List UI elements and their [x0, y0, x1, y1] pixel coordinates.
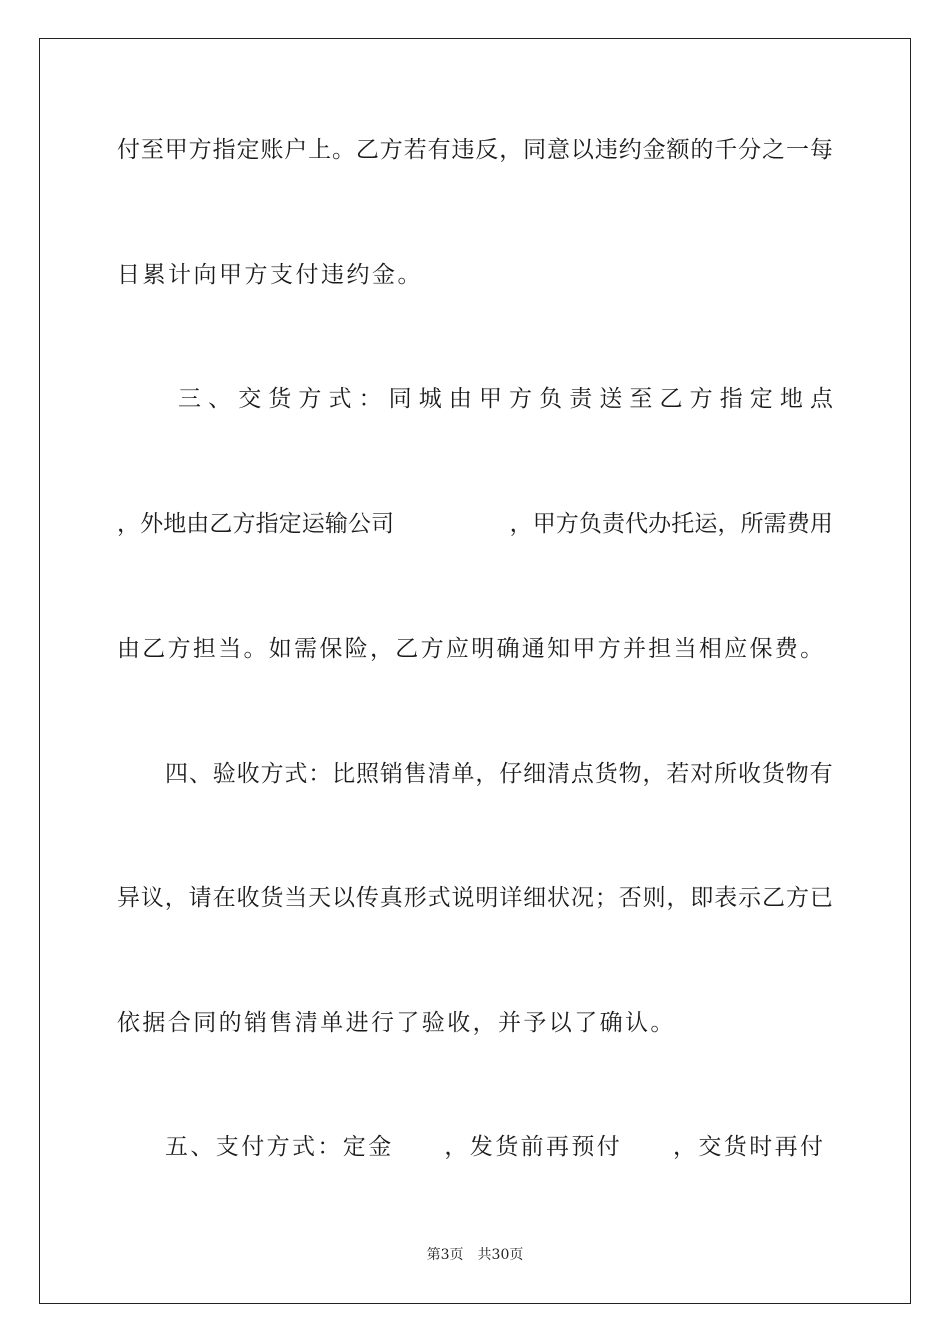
- paragraph-line-1: 付 至 甲 方 指 定 账 户 上 。 乙 方 若 有 违 反 ， 同 意 以 违 约 金 额 的 千 分 之 一 每: [117, 137, 833, 163]
- paragraph-line-8: 依据合同的销售清单进行了验收，并予以了确认。: [117, 1010, 676, 1036]
- page-number: 第3页: [426, 1247, 464, 1263]
- section-4-heading-line: 四 、 验 收 方 式 ： 比 照 销 售 清 单 ， 仔 细 清 点 货 物 ， 若 对 所 收 货 物 有: [165, 761, 833, 787]
- paragraph-line-2: 日累计向甲方支付违约金。: [117, 262, 423, 288]
- page-footer: [0, 1245, 950, 1265]
- page-border: [39, 38, 911, 1304]
- paragraph-line-7: 异 议 ， 请 在 收 货 当 天 以 传 真 形 式 说 明 详 细 状 况 ； 否 则 ， 即 表 示 乙 方 已: [117, 885, 833, 911]
- section-3-heading-line: 三 、 交 货 方 式 ： 同 城 由 甲 方 负 责 送 至 乙 方 指 定 地 点: [178, 386, 833, 412]
- section-5-heading-line: 五、支付方式：定金 ，发货前再预付 ，交货时再付: [165, 1134, 825, 1160]
- paragraph-line-5: 由乙方担当。如需保险，乙方应明确通知甲方并担当相应保费。: [117, 636, 826, 662]
- page-total: 共30页: [477, 1247, 524, 1263]
- paragraph-line-4: ， 外 地 由 乙 方 指 定 运 输 公 司 ， 甲 方 负 责 代 办 托 运 ， 所 需 费 用: [117, 511, 833, 537]
